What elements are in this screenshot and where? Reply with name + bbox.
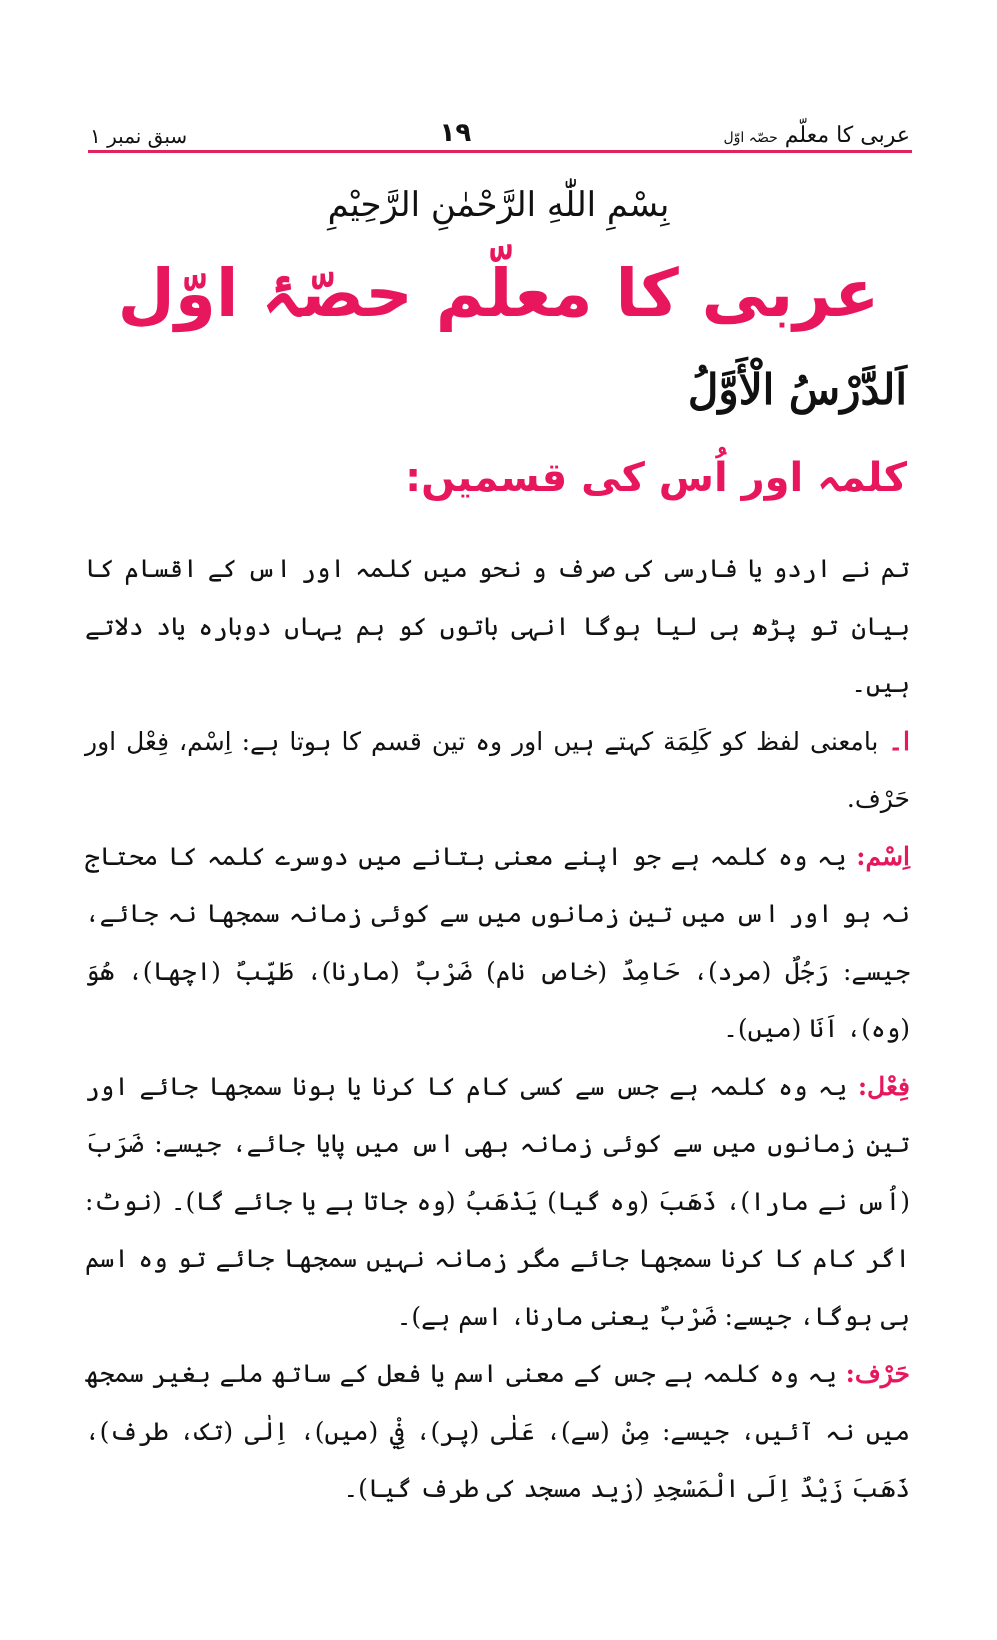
running-header	[90, 108, 910, 148]
page-number: ۱۹	[439, 118, 472, 148]
book-title-header	[724, 123, 911, 148]
lesson-number: سبق نمبر ۱	[90, 124, 188, 148]
paragraph-text: تم نے اردو یا فارسی کی صرف و نحو میں کلمہ اور اس کے اقسام کا بیان تو پڑھ ہی لیا ہوگا انہی باتوں کو ہم یہاں دوبارہ یاد دلاتے ہیں۔	[85, 554, 910, 698]
body-text	[85, 540, 910, 1518]
paragraph-text: بامعنی لفظ کو کَلِمَة کہتے ہیں اور وہ تین قسم کا ہوتا ہے: اِسْم، فِعْل اور حَرْف.	[85, 726, 910, 813]
paragraph-text: یہ وہ کلمہ ہے جس سے کسی کام کا کرنا یا ہونا سمجھا جائے اور تین زمانوں میں سے کوئی زمانہ بھی اس میں پایا جائے، جیسے: ضَرَبَ (اُس نے مارا)، ذَهَبَ (وہ گیا) يَذْهَبُ (وہ جاتا ہے یا جائے گا)۔ (نوٹ: اگر کام کا کرنا سمجھا جائے مگر زمانہ نہیں سمجھا جائے تو وہ اسم ہی ہوگا، جیسے: ضَرْبٌ یعنی مارنا، اسم ہے)۔	[85, 1071, 910, 1331]
intro-paragraph	[85, 540, 910, 713]
paragraph-text: یہ وہ کلمہ ہے جس کے معنی اسم یا فعل کے ساتھ ملے بغیر سمجھ میں نہ آئیں، جیسے: مِنْ (سے)، عَلٰى (پر)، فِيْ (میں)، اِلٰى (تک، طرف)، ذَهَبَ زَيْدٌ اِلَى الْمَسْجِدِ (زید مسجد کی طرف گیا)۔	[85, 1359, 910, 1503]
harf-label: حَرْف:	[845, 1359, 910, 1388]
bismillah: بِسْمِ اللّٰهِ الرَّحْمٰنِ الرَّحِيْمِ	[327, 185, 670, 225]
book-part: حصّہ اوّل	[723, 130, 778, 146]
page-title: عربی کا معلّم حصّۂ اوّل	[117, 255, 880, 332]
paragraph-text: یہ وہ کلمہ ہے جو اپنے معنی بتانے میں دوسرے کلمہ کا محتاج نہ ہو اور اس میں تین زمانوں میں سے کوئی زمانہ سمجھا نہ جائے، جیسے: رَجُلٌ (مرد)، حَامِدٌ (خاص نام) ضَرْبٌ (مارنا)، طَيِّبٌ (اچھا)، هُوَ (وہ)، اَنَا (میں)۔	[85, 841, 910, 1043]
header-rule	[88, 150, 912, 153]
fil-paragraph	[85, 1058, 910, 1346]
ism-label: اِسْم:	[856, 841, 910, 871]
fil-label: فِعْل:	[857, 1071, 910, 1101]
item-label: ا۔	[888, 726, 910, 756]
definition-paragraph	[85, 713, 910, 828]
harf-paragraph	[85, 1345, 910, 1518]
book-title: عربی کا معلّم	[784, 123, 910, 148]
ism-paragraph	[85, 828, 910, 1058]
lesson-title: اَلدَّرْسُ الْأَوَّلُ	[687, 365, 907, 414]
section-heading: کلمہ اور اُس کی قسمیں:	[405, 455, 907, 501]
